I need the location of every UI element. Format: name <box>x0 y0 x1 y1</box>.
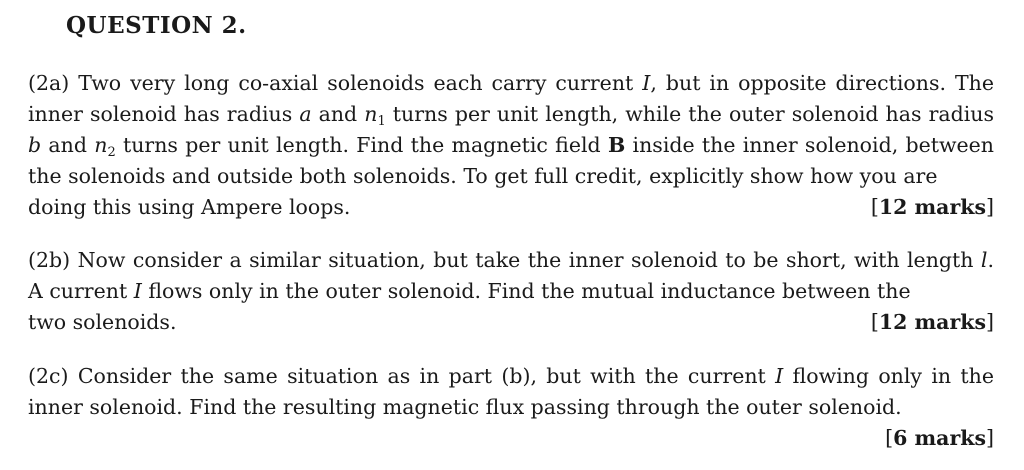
part-a-text: doing this using Ampere loops. <box>28 195 351 219</box>
magnetic-field-symbol: B <box>607 133 626 157</box>
part-a-marks <box>871 192 994 223</box>
part-b-text: (2b) Now consider a similar situation, but take the inner solenoid to be short, with length <box>28 248 981 272</box>
n2-subscript: 2 <box>107 145 116 160</box>
part-b-text: flows only in the outer solenoid. Find the mutual inductance between the <box>141 279 911 303</box>
part-a-final-line <box>28 192 994 223</box>
bracket-close: ] <box>986 310 994 334</box>
part-b-body <box>28 245 994 307</box>
part-a <box>28 68 994 223</box>
bracket-open: [ <box>870 310 879 334</box>
n1-symbol: n <box>364 102 378 126</box>
part-a-text: inside the inner solenoid, between the solenoids and outside both solenoids. To get full credit, explicitly show how you are <box>28 133 994 188</box>
part-a-text: and <box>311 102 365 126</box>
part-c-body <box>28 361 994 423</box>
marks-value: 12 marks <box>878 310 986 334</box>
part-b-final-line <box>28 307 994 338</box>
part-c-text: (2c) Consider the same situation as in part (b), but with the current <box>28 364 776 388</box>
part-b-text: two solenoids. <box>28 310 177 334</box>
n1-subscript: 1 <box>377 114 386 129</box>
part-b-marks <box>871 307 994 338</box>
part-a-body <box>28 68 994 192</box>
part-c-marks-row <box>28 423 994 454</box>
part-a-text: turns per unit length. Find the magnetic field <box>115 133 608 157</box>
length-symbol: l <box>980 248 988 272</box>
marks-value: 6 marks <box>893 426 986 450</box>
n2-symbol: n <box>94 133 108 157</box>
question-heading: QUESTION 2. <box>66 12 247 39</box>
part-a-text: , but in opposite directions. The inner solenoid has radius <box>28 71 994 126</box>
part-c-text: flowing only in the inner solenoid. Find the resulting magnetic flux passing through the outer solenoid. <box>28 364 994 419</box>
part-a-text: turns per unit length, while the outer solenoid has radius <box>385 102 994 126</box>
current-symbol: I <box>642 71 651 95</box>
part-b <box>28 245 994 338</box>
bracket-close: ] <box>986 195 994 219</box>
bracket-close: ] <box>986 426 994 450</box>
current-symbol: I <box>775 364 784 388</box>
part-c-marks <box>885 426 994 450</box>
bracket-open: [ <box>885 426 894 450</box>
bracket-open: [ <box>870 195 879 219</box>
part-c <box>28 361 994 454</box>
part-a-text: (2a) Two very long co-axial solenoids each carry current <box>28 71 643 95</box>
radius-a-symbol: a <box>299 102 312 126</box>
current-symbol: I <box>133 279 142 303</box>
part-a-text: and <box>41 133 95 157</box>
marks-value: 12 marks <box>878 195 986 219</box>
part-b-text: . A current <box>28 248 994 303</box>
radius-b-symbol: b <box>28 133 42 157</box>
